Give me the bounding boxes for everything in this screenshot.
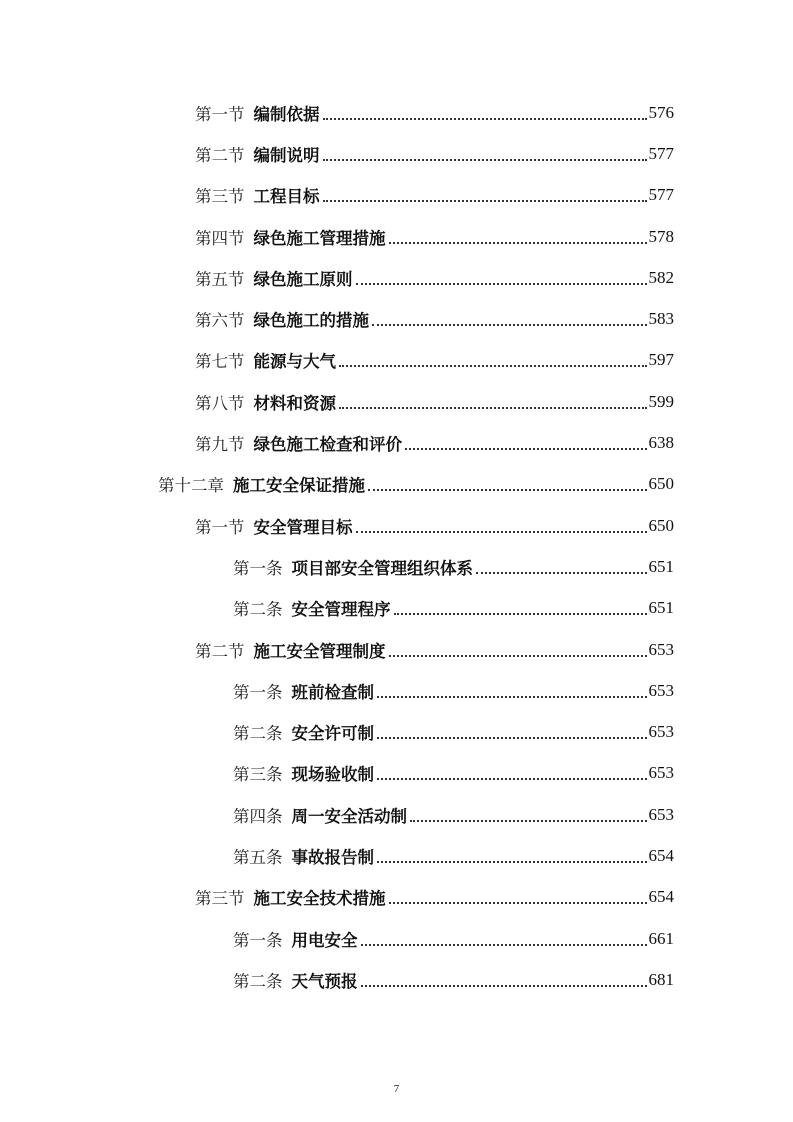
dot-leader [410, 820, 647, 822]
toc-entry-page: 650 [648, 515, 674, 535]
dot-leader [389, 902, 647, 904]
toc-entry[interactable] [0, 835, 793, 876]
toc-entry-title: 能源与大气 [253, 352, 336, 372]
dot-leader [389, 655, 647, 657]
toc-entry-page: 681 [648, 969, 674, 989]
toc-entry-page: 654 [648, 845, 674, 865]
toc-entry-number: 第十二章 [158, 476, 224, 496]
toc-entry-title: 事故报告制 [291, 847, 374, 867]
toc-entry-number: 第一条 [233, 930, 283, 950]
toc-entry-page: 576 [648, 102, 674, 122]
toc-entry[interactable] [0, 464, 793, 505]
toc-entry-title: 周一安全活动制 [291, 806, 407, 826]
toc-entry-number: 第一节 [195, 517, 245, 537]
toc-entry-number: 第五条 [233, 847, 283, 867]
toc-entry-page: 651 [648, 598, 674, 618]
dot-leader [356, 283, 647, 285]
toc-entry-number: 第四节 [195, 228, 245, 248]
toc-entry-number: 第一节 [195, 104, 245, 124]
dot-leader [339, 407, 647, 409]
toc-entry-page: 582 [648, 267, 674, 287]
toc-entry-title: 安全许可制 [291, 724, 374, 744]
toc-entry-title: 施工安全技术措施 [253, 889, 386, 909]
dot-leader [377, 696, 647, 698]
toc-entry-number: 第二节 [195, 641, 245, 661]
toc-entry-page: 651 [648, 556, 674, 576]
toc-entry[interactable] [0, 918, 793, 959]
toc-entry-number: 第二条 [233, 724, 283, 744]
toc-entry-title: 绿色施工的措施 [253, 311, 369, 331]
toc-entry[interactable] [0, 216, 793, 257]
toc-entry-page: 583 [648, 309, 674, 329]
toc-entry-number: 第五节 [195, 269, 245, 289]
toc-entry-title: 班前检查制 [291, 682, 374, 702]
toc-entry-number: 第六节 [195, 311, 245, 331]
dot-leader [323, 200, 647, 202]
toc-entry[interactable] [0, 381, 793, 422]
toc-entry-page: 653 [648, 680, 674, 700]
toc-entry[interactable] [0, 505, 793, 546]
toc-entry-number: 第三条 [233, 765, 283, 785]
toc-entry-number: 第二条 [233, 600, 283, 620]
dot-leader [361, 944, 647, 946]
toc-entry-page: 654 [648, 887, 674, 907]
toc-entry-title: 编制说明 [253, 145, 320, 165]
toc-entry-title: 编制依据 [253, 104, 320, 124]
toc-entry-title: 施工安全管理制度 [253, 641, 386, 661]
toc-entry[interactable] [0, 92, 793, 133]
toc-entry-title: 安全管理程序 [291, 600, 391, 620]
dot-leader [476, 572, 647, 574]
toc-entry-page: 577 [648, 143, 674, 163]
dot-leader [377, 861, 647, 863]
dot-leader [361, 985, 647, 987]
toc-entry[interactable] [0, 959, 793, 1000]
dot-leader [377, 737, 647, 739]
toc-entry-title: 工程目标 [253, 187, 320, 207]
dot-leader [368, 489, 647, 491]
toc-entry-title: 天气预报 [291, 971, 358, 991]
toc-entry[interactable] [0, 546, 793, 587]
toc-entry[interactable] [0, 588, 793, 629]
toc-entry[interactable] [0, 711, 793, 752]
toc-entry[interactable] [0, 340, 793, 381]
toc-entry[interactable] [0, 629, 793, 670]
toc-entry-number: 第三节 [195, 889, 245, 909]
toc-entry[interactable] [0, 257, 793, 298]
toc-entry-number: 第一条 [233, 558, 283, 578]
toc-entry-page: 653 [648, 639, 674, 659]
toc-entry[interactable] [0, 670, 793, 711]
toc-entry-page: 653 [648, 722, 674, 742]
toc-entry[interactable] [0, 133, 793, 174]
toc-entry-page: 638 [648, 433, 674, 453]
toc-entry-title: 绿色施工管理措施 [253, 228, 386, 248]
dot-leader [339, 365, 647, 367]
dot-leader [377, 778, 647, 780]
toc-entry-title: 施工安全保证措施 [233, 476, 365, 496]
table-of-contents [0, 92, 793, 1001]
toc-entry-page: 661 [648, 928, 674, 948]
toc-entry-title: 项目部安全管理组织体系 [291, 558, 473, 578]
page-number: 7 [393, 1083, 400, 1095]
toc-entry-number: 第四条 [233, 806, 283, 826]
toc-entry-title: 绿色施工原则 [253, 269, 353, 289]
toc-entry[interactable] [0, 422, 793, 463]
toc-entry-title: 现场验收制 [291, 765, 374, 785]
toc-entry-page: 578 [648, 226, 674, 246]
toc-entry-page: 597 [648, 350, 674, 370]
dot-leader [394, 613, 647, 615]
toc-entry-number: 第二节 [195, 145, 245, 165]
toc-entry-title: 用电安全 [291, 930, 358, 950]
toc-entry[interactable] [0, 298, 793, 339]
dot-leader [405, 448, 647, 450]
toc-entry-page: 653 [648, 763, 674, 783]
toc-entry-title: 安全管理目标 [253, 517, 353, 537]
dot-leader [389, 242, 647, 244]
toc-entry-number: 第一条 [233, 682, 283, 702]
toc-entry-page: 653 [648, 804, 674, 824]
dot-leader [372, 324, 647, 326]
toc-entry-page: 650 [648, 474, 674, 494]
toc-entry-number: 第三节 [195, 187, 245, 207]
toc-entry-page: 577 [648, 185, 674, 205]
toc-entry-title: 绿色施工检查和评价 [253, 435, 402, 455]
toc-entry-number: 第九节 [195, 435, 245, 455]
toc-entry-number: 第八节 [195, 393, 245, 413]
toc-entry[interactable] [0, 877, 793, 918]
toc-entry-number: 第二条 [233, 971, 283, 991]
dot-leader [356, 531, 647, 533]
dot-leader [323, 118, 647, 120]
toc-entry-page: 599 [648, 391, 674, 411]
toc-entry-title: 材料和资源 [253, 393, 336, 413]
toc-entry-number: 第七节 [195, 352, 245, 372]
dot-leader [323, 159, 647, 161]
toc-entry[interactable] [0, 753, 793, 794]
toc-entry[interactable] [0, 175, 793, 216]
toc-entry[interactable] [0, 794, 793, 835]
